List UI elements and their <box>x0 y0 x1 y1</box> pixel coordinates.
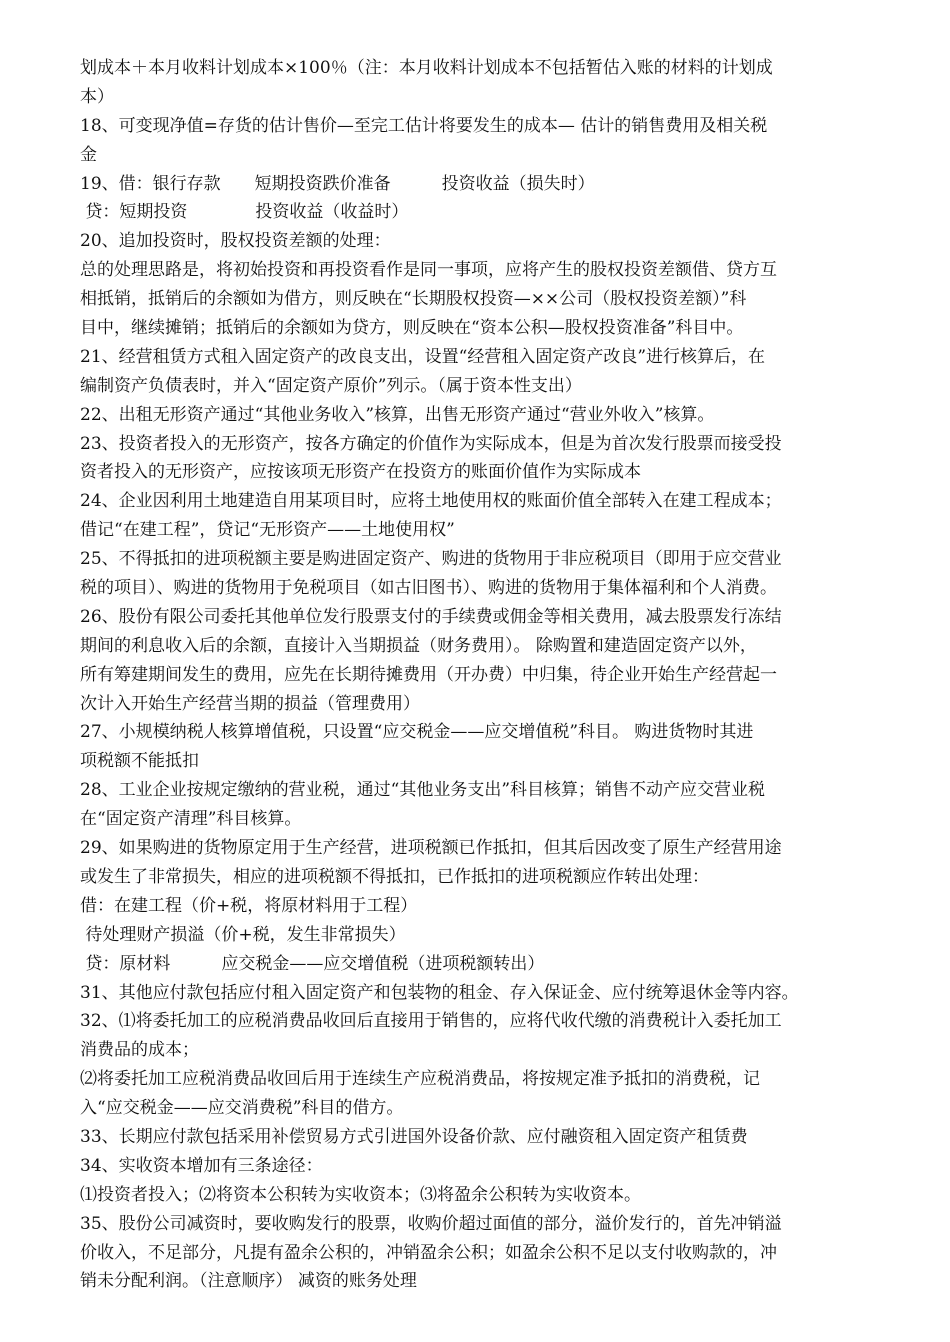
text-line: 次计入开始生产经营当期的损益（管理费用） <box>80 693 420 714</box>
text-line: 26、股份有限公司委托其他单位发行股票支付的手续费或佣金等相关费用，减去股票发行冻结 <box>80 606 782 627</box>
text-line: ⑵将委托加工应税消费品收回后用于连续生产应税消费品，将按规定准予抵扣的消费税，记 <box>80 1069 760 1090</box>
text-line: 编制资产负债表时，并入“固定资产原价”列示。（属于资本性支出） <box>80 375 582 396</box>
text-line: 24、企业因利用土地建造自用某项目时，应将土地使用权的账面价值全部转入在建工程成本； <box>80 491 782 512</box>
text-line: 21、经营租赁方式租入固定资产的改良支出，设置“经营租入固定资产改良”进行核算后，在 <box>80 346 766 367</box>
text-line: 贷：短期投资 投资收益（收益时） <box>80 202 409 223</box>
text-line: 在“固定资产清理”科目核算。 <box>80 809 302 830</box>
text-line: 税的项目）、购进的货物用于免税项目（如古旧图书）、购进的货物用于集体福利和个人消费。 <box>80 578 777 599</box>
text-line: 或发生了非常损失，相应的进项税额不得抵扣，已作抵扣的进项税额应作转出处理： <box>80 866 709 887</box>
text-line: 项税额不能抵扣 <box>80 751 199 772</box>
text-line: 期间的利息收入后的余额，直接计入当期损益（财务费用）。 除购置和建造固定资产以外， <box>80 635 757 656</box>
text-line: 资者投入的无形资产，应按该项无形资产在投资方的账面价值作为实际成本 <box>80 462 641 483</box>
text-line: 27、小规模纳税人核算增值税，只设置“应交税金——应交增值税”科目。 购进货物时其进 <box>80 722 754 743</box>
text-line: 32、⑴将委托加工的应税消费品收回后直接用于销售的，应将代收代缴的消费税计入委托加工 <box>80 1011 782 1032</box>
document-page <box>80 54 880 1296</box>
text-line: 入“应交税金——应交消费税”科目的借方。 <box>80 1098 404 1119</box>
text-line: 借记“在建工程”，贷记“无形资产——土地使用权” <box>80 520 455 541</box>
text-line: 34、实收资本增加有三条途径： <box>80 1155 323 1176</box>
text-line: 划成本＋本月收料计划成本×100％（注：本月收料计划成本不包括暂估入账的材料的计划成 <box>80 58 773 78</box>
text-line: 29、如果购进的货物原定用于生产经营，进项税额已作抵扣，但其后因改变了原生产经营用途 <box>80 838 782 859</box>
text-line: 所有筹建期间发生的费用，应先在长期待摊费用（开办费）中归集，待企业开始生产经营起一 <box>80 664 777 685</box>
text-line: 35、股份公司减资时，要收购发行的股票，收购价超过面值的部分，溢价发行的，首先冲销溢 <box>80 1213 782 1234</box>
text-line: 20、追加投资时，股权投资差额的处理： <box>80 231 391 252</box>
text-line: 本） <box>80 86 114 107</box>
text-line: 待处理财产损溢（价+税，发生非常损失） <box>80 924 406 945</box>
text-line: 23、投资者投入的无形资产，按各方确定的价值作为实际成本，但是为首次发行股票而接受投 <box>80 433 782 454</box>
text-line: 31、其他应付款包括应付租入固定资产和包装物的租金、存入保证金、应付统筹退休金等内容。 <box>80 982 799 1003</box>
text-line: 贷：原材料 应交税金——应交增值税（进项税额转出） <box>80 953 545 974</box>
text-line: 借：在建工程（价+税，将原材料用于工程） <box>80 895 418 916</box>
text-line: 19、借：银行存款 短期投资跌价准备 投资收益（损失时） <box>80 173 595 194</box>
text-line: 金 <box>80 144 97 165</box>
text-line: 22、出租无形资产通过“其他业务收入”核算，出售无形资产通过“营业外收入”核算。 <box>80 404 715 425</box>
text-line: 相抵销，抵销后的余额如为借方，则反映在“长期股权投资—××公司（股权投资差额）”科 <box>80 289 747 310</box>
text-line: 销未分配利润。（注意顺序） 减资的账务处理 <box>80 1271 417 1292</box>
text-line: ⑴投资者投入；⑵将资本公积转为实收资本；⑶将盈余公积转为实收资本。 <box>80 1184 641 1205</box>
text-line: 消费品的成本； <box>80 1040 199 1061</box>
text-line: 33、长期应付款包括采用补偿贸易方式引进国外设备价款、应付融资租入固定资产租赁费 <box>80 1126 748 1147</box>
text-line: 价收入，不足部分，凡提有盈余公积的，冲销盈余公积；如盈余公积不足以支付收购款的，冲 <box>80 1242 777 1263</box>
text-line: 18、可变现净值=存货的估计售价—至完工估计将要发生的成本— 估计的销售费用及相关税 <box>80 115 768 136</box>
text-line: 目中，继续摊销；抵销后的余额如为贷方，则反映在“资本公积—股权投资准备”科目中。 <box>80 318 744 339</box>
text-line: 28、工业企业按规定缴纳的营业税，通过“其他业务支出”科目核算；销售不动产应交营业税 <box>80 780 766 801</box>
text-line: 25、不得抵扣的进项税额主要是购进固定资产、购进的货物用于非应税项目（即用于应交营业 <box>80 549 782 570</box>
text-line: 总的处理思路是，将初始投资和再投资看作是同一事项，应将产生的股权投资差额借、贷方互 <box>80 260 777 281</box>
